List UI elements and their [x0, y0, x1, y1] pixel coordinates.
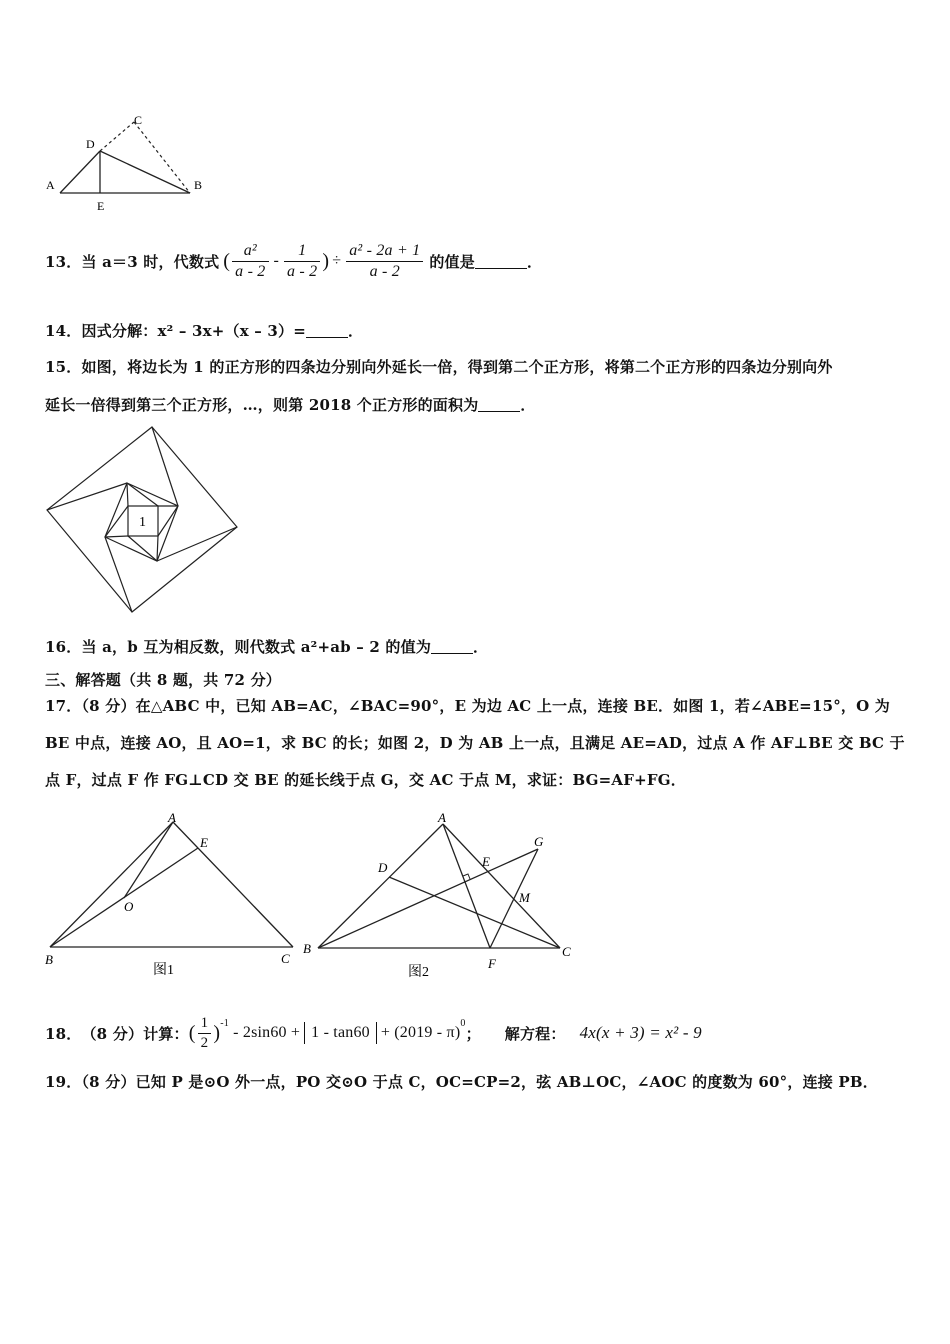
fig2-segment-AF	[443, 824, 490, 948]
fig2-label-G: G	[534, 834, 544, 849]
q13-open-paren: (	[223, 249, 231, 272]
q13-f3-numerator: a² - 2a + 1	[346, 242, 423, 262]
q16-text: 当 a，b 互为相反数，则代数式 a²+ab – 2 的值为	[81, 638, 432, 656]
q18-semicolon: ；	[465, 1024, 481, 1043]
extension-3	[157, 527, 237, 561]
fig1-label-A: A	[168, 810, 176, 825]
question-17-line3	[45, 769, 686, 790]
q13-f1-denominator: a - 2	[235, 262, 266, 280]
q15-end: ．	[520, 396, 536, 414]
extension-2	[152, 427, 178, 506]
side-ext-d	[128, 536, 157, 561]
figure-1-q17	[40, 810, 305, 985]
q15-line1: 如图，将边长为 1 的正方形的四条边分别向外延长一倍，得到第二个正方形，将第二个正方形的四条边分别向外	[81, 358, 833, 376]
figure-2-q17	[298, 808, 583, 988]
q13-prefix: 当 a＝3 时，代数式	[81, 252, 220, 271]
q18-open-paren: (	[188, 1021, 196, 1044]
fig1-segment-AO	[124, 822, 173, 898]
q18-number: 18．	[45, 1024, 82, 1043]
question-13	[45, 236, 542, 286]
q13-f1-numerator: a²	[232, 242, 268, 262]
question-15-line2	[45, 394, 536, 415]
fig2-caption: 图2	[408, 965, 429, 980]
q16-end: ．	[473, 638, 489, 656]
q14-text: 因式分解：x² – 3x+（x – 3）=	[81, 322, 306, 340]
q13-f2-numerator: 1	[284, 242, 320, 262]
fig1-label-C: C	[281, 951, 290, 966]
section-3-title	[45, 669, 281, 690]
segment-DB	[100, 151, 190, 193]
fig2-segment-DC	[389, 877, 560, 948]
label-E: E	[97, 199, 105, 213]
q15-number: 15．	[45, 358, 82, 376]
side-ext-a	[105, 506, 128, 537]
fig2-segment-AB	[318, 824, 443, 948]
q18-exp1: -1	[220, 1018, 229, 1029]
q18-term1: - 2sin60 +	[228, 1024, 301, 1041]
fig2-label-F: F	[488, 956, 496, 971]
fig1-label-E: E	[200, 835, 208, 850]
fig1-segment-AB	[50, 822, 173, 947]
label-B: B	[194, 178, 203, 192]
question-19	[45, 1071, 878, 1092]
q18-half-fraction	[198, 1015, 212, 1052]
q13-fraction-2	[284, 242, 320, 281]
q14-answer-blank[interactable]	[306, 323, 348, 338]
fig2-label-E: E	[482, 854, 490, 869]
q18-solve-label: 解方程：	[504, 1024, 566, 1043]
question-17-line2	[45, 732, 905, 753]
fig2-segment-FG	[490, 849, 538, 948]
label-D: D	[86, 137, 95, 151]
fig2-label-C: C	[562, 944, 571, 959]
q13-suffix: 的值是	[429, 252, 475, 271]
q18-term2: + (2019 - π)	[380, 1024, 461, 1041]
q18-half-den: 2	[200, 1034, 209, 1051]
nested-squares-figure	[40, 420, 250, 620]
q13-end: ．	[526, 252, 543, 271]
fig1-label-O: O	[124, 899, 134, 914]
question-14	[45, 320, 363, 341]
q18-close-paren: )	[213, 1021, 221, 1044]
question-16	[45, 636, 488, 657]
q17-number: 17．	[45, 697, 82, 715]
fig2-label-M: M	[519, 890, 530, 905]
fig1-label-B: B	[45, 952, 53, 967]
q18-half-num: 1	[198, 1015, 212, 1034]
q15-answer-blank[interactable]	[478, 397, 520, 412]
triangle-figure-q12	[40, 110, 220, 220]
q13-minus: -	[273, 252, 280, 269]
extension-1	[47, 483, 127, 510]
q15-line2: 延长一倍得到第三个正方形，…，则第 2018 个正方形的面积为	[45, 396, 479, 414]
q19-text: （8 分）已知 P 是⊙O 外一点，PO 交⊙O 于点 C，OC=CP=2，弦 AB⊥OC，∠AOC 的度数为 60°，连接 PB．	[81, 1073, 878, 1091]
q17-line3: 点 F，过点 F 作 FG⊥CD 交 BE 的延长线于点 G，交 AC 于点 M，求证：BG=AF+FG．	[45, 771, 686, 789]
unit-label: 1	[139, 515, 146, 530]
q18-abs-content: 1 - tan60	[311, 1024, 370, 1041]
q18-exp2: 0	[460, 1018, 466, 1029]
fig1-caption: 图1	[153, 963, 174, 978]
q14-end: ．	[347, 322, 364, 340]
q13-close-paren: )	[322, 249, 330, 272]
q16-number: 16．	[45, 638, 82, 656]
label-A: A	[46, 178, 55, 192]
fig2-segment-BG	[318, 849, 538, 948]
question-18	[45, 1010, 702, 1056]
fig2-label-D: D	[378, 860, 388, 875]
q18-abs-value	[304, 1022, 377, 1044]
q13-f3-denominator: a - 2	[369, 262, 400, 280]
fig1-segment-AC	[173, 822, 293, 947]
q13-answer-blank[interactable]	[475, 254, 527, 269]
q13-number: 13．	[45, 252, 82, 271]
fig2-label-B: B	[303, 941, 311, 956]
q17-line1: （8 分）在△ABC 中，已知 AB=AC，∠BAC=90°，E 为边 AC 上一点，连接 BE．如图 1，若∠ABE=15°，O 为	[81, 697, 891, 715]
question-15-line1	[45, 356, 833, 377]
section-3-title-text: 三、解答题（共 8 题，共 72 分）	[45, 671, 282, 689]
dashed-DC	[100, 122, 134, 151]
q13-fraction-3	[346, 242, 423, 281]
inner-extension-4	[105, 536, 128, 537]
dashed-CB	[134, 122, 190, 193]
q13-divide: ÷	[332, 252, 342, 269]
q18-equation: 4x(x + 3) = x² - 9	[579, 1023, 702, 1042]
label-C: C	[134, 113, 143, 127]
q19-number: 19．	[45, 1073, 82, 1091]
segment-AD	[60, 151, 100, 193]
q18-label: （8 分）计算：	[81, 1024, 189, 1043]
q14-number: 14．	[45, 322, 82, 340]
q13-fraction-1	[232, 242, 268, 281]
q17-line2: BE 中点，连接 AO，且 AO=1，求 BC 的长；如图 2，D 为 AB 上一点，且满足 AE=AD，过点 A 作 AF⊥BE 交 BC 于	[45, 734, 905, 752]
inner-extension-1	[127, 483, 128, 506]
fig2-label-A: A	[438, 810, 446, 825]
q16-answer-blank[interactable]	[431, 639, 473, 654]
q13-f2-denominator: a - 2	[287, 262, 318, 280]
question-17-line1	[45, 695, 890, 716]
